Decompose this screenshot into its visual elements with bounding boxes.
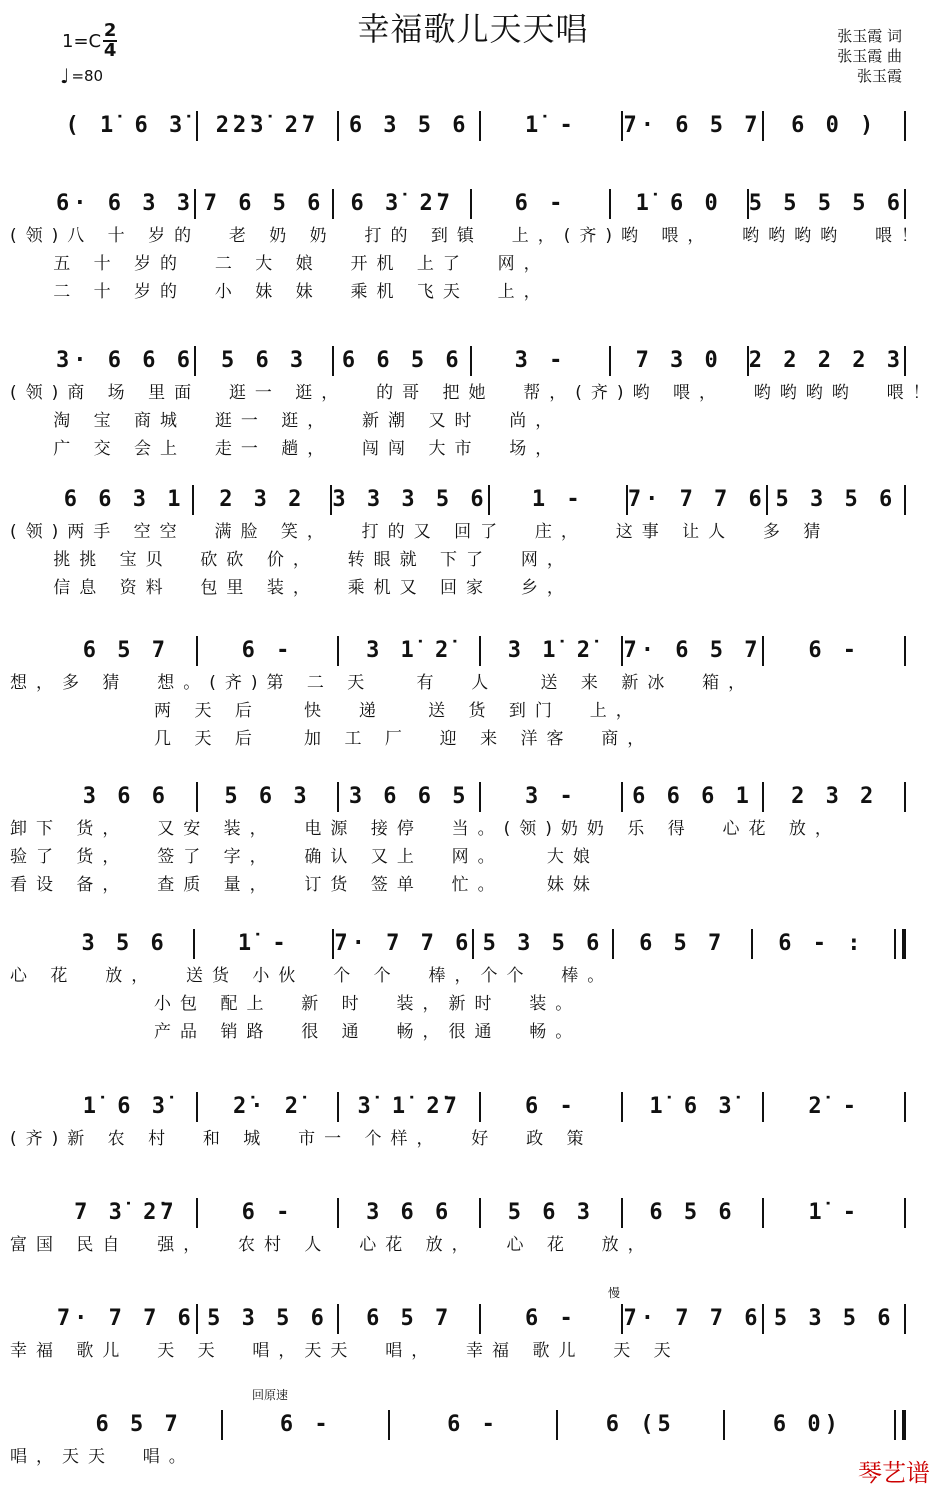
measure: 2̇· 2̇ bbox=[233, 1094, 302, 1119]
key-signature bbox=[62, 22, 117, 60]
performer: 张玉霞 bbox=[856, 67, 902, 85]
measure: 7 3̇ 2̇7 bbox=[74, 1200, 178, 1225]
measure: 3 - bbox=[524, 784, 577, 809]
measure: 2̇ - bbox=[808, 1094, 861, 1119]
measure: 6 - bbox=[241, 638, 294, 663]
measure: 6 5 7 bbox=[366, 1306, 453, 1331]
measure: 7· 7 7 6 bbox=[334, 931, 473, 956]
score-system bbox=[0, 341, 946, 459]
measure: 6 0) bbox=[772, 1412, 842, 1437]
lyric-line: 小包 配上 新 时 装，新时 装。 bbox=[10, 994, 582, 1014]
lyric-line: (领)两手 空空 满脸 笑， 打的又 回了 庄， 这事 让人 多 猜 bbox=[10, 522, 830, 542]
notation-line bbox=[56, 777, 906, 817]
lyricist: 张玉霞 词 bbox=[837, 27, 902, 45]
measure: 5 3 5 6 bbox=[482, 931, 604, 956]
lyric-line: 二 十 岁的 小 妹 妹 乘机 飞天 上， bbox=[10, 282, 550, 302]
notation-line bbox=[56, 1193, 906, 1233]
song-title: 幸福歌儿天天唱 bbox=[357, 10, 589, 48]
measure: 6 - bbox=[808, 638, 861, 663]
measure: 1̇ - bbox=[237, 931, 290, 956]
lyric-line: 几 天 后 加 工 厂 迎 来 洋客 商， bbox=[10, 729, 654, 749]
notation-line bbox=[56, 924, 906, 964]
measure: 5 5 5 5 6 bbox=[748, 191, 904, 216]
measure: 3 6 6 5 bbox=[348, 784, 470, 809]
measure: 1̇ 6 3̇ bbox=[82, 1094, 169, 1119]
score-system bbox=[0, 184, 946, 302]
measure: 3 6 6 bbox=[366, 1200, 453, 1225]
lyric-line: 挑挑 宝贝 砍砍 价， 转眼就 下了 网， bbox=[10, 550, 573, 570]
measure: 6 - bbox=[514, 191, 567, 216]
lyric-line: 广 交 会上 走一 趟， 闯闯 大市 场， bbox=[10, 439, 562, 459]
measure: 5 6 3 bbox=[224, 784, 311, 809]
measure: 6 3̇ 2̇7 bbox=[350, 191, 455, 216]
measure: 6 - bbox=[447, 1412, 499, 1437]
lyric-line: 卸下 货， 又安 装， 电源 接停 当。(领)奶奶 乐 得 心花 放， bbox=[10, 819, 841, 839]
measure: 6 5 7 bbox=[82, 638, 169, 663]
key-prefix: 1=C bbox=[62, 30, 102, 52]
bar-line bbox=[904, 636, 906, 666]
score-system bbox=[0, 1299, 946, 1361]
bar-line bbox=[904, 189, 906, 219]
measure: 6 - bbox=[524, 1306, 577, 1331]
lyric-line: 唱，天天 唱。 bbox=[10, 1447, 195, 1467]
lyric-line: (领)八 十 岁的 老 奶 奶 打的 到镇 上，(齐)哟 喂， 哟哟哟哟 喂！ bbox=[10, 226, 927, 246]
measure: 2 3 2 bbox=[791, 784, 878, 809]
measure: 6 - bbox=[524, 1094, 577, 1119]
notation-line bbox=[56, 341, 906, 381]
time-bottom: 4 bbox=[103, 40, 117, 61]
measure: 6 3 5 6 bbox=[348, 113, 470, 138]
time-signature bbox=[103, 22, 117, 60]
bar-line bbox=[894, 1410, 906, 1440]
slow-marking: 慢 bbox=[608, 1286, 621, 1300]
bar-line bbox=[904, 1092, 906, 1122]
score-system bbox=[0, 631, 946, 749]
lyric-line: 两 天 后 快 递 送 货 到门 上， bbox=[10, 701, 642, 721]
measure: 5 6 3 bbox=[507, 1200, 594, 1225]
measure: 6 5 7 bbox=[639, 931, 726, 956]
measure: 1̇ 6 3̇ bbox=[649, 1094, 736, 1119]
measure: 6 6 6 1 bbox=[632, 784, 753, 809]
notation-line bbox=[56, 1405, 906, 1445]
bar-line bbox=[904, 1198, 906, 1228]
measure: 1̇ - bbox=[808, 1200, 861, 1225]
measure: 6 6 3 1 bbox=[63, 487, 185, 512]
measure: 2̇2̇3̇ 2̇7 bbox=[215, 113, 320, 138]
a-tempo-marking: 回原速 bbox=[252, 1388, 289, 1402]
measure: 2 2 2 2 3 bbox=[748, 348, 904, 373]
measure: 6· 6 3 3 bbox=[56, 191, 194, 216]
score-system bbox=[0, 1405, 946, 1467]
lyric-line: (领)商 场 里面 逛一 逛， 的哥 把她 帮，(齐)哟 喂， 哟哟哟哟 喂！ bbox=[10, 383, 939, 403]
lyric-line: 富国 民自 强， 农村 人 心花 放， 心 花 放， bbox=[10, 1235, 654, 1255]
lyric-line: 产品 销路 很 通 畅，很通 畅。 bbox=[10, 1022, 582, 1042]
notation-line bbox=[56, 106, 906, 146]
bar-line bbox=[904, 111, 906, 141]
measure: 3 5 6 bbox=[81, 931, 168, 956]
bar-line bbox=[904, 346, 906, 376]
notation-line bbox=[56, 1087, 906, 1127]
measure: 6 (5 bbox=[605, 1412, 675, 1437]
lyric-line: 验了 货， 签了 字， 确认 又上 网。 大娘 bbox=[10, 847, 599, 867]
bar-line bbox=[894, 929, 906, 959]
measure: 2 3 2 bbox=[219, 487, 306, 512]
measure: 3̇ 1̇ 2̇7 bbox=[357, 1094, 461, 1119]
score-system bbox=[0, 480, 946, 598]
measure: 1̇ - bbox=[524, 113, 577, 138]
bar-line bbox=[904, 485, 906, 515]
measure: 5 6 3 bbox=[220, 348, 308, 373]
measure: 1̇ 6 0 bbox=[635, 191, 722, 216]
measure: 1 - bbox=[531, 487, 584, 512]
lyric-line: 心 花 放， 送货 小伙 个 个 棒，个个 棒。 bbox=[10, 966, 614, 986]
notation-line bbox=[56, 631, 906, 671]
site-logo: 琴艺谱 bbox=[858, 1459, 930, 1487]
measure: 7· 7 7 6 bbox=[623, 1306, 762, 1331]
lyric-line: 想，多 猜 想。(齐)第 二 天 有 人 送 来 新冰 箱， bbox=[10, 673, 755, 693]
measure: 5 3 5 6 bbox=[207, 1306, 328, 1331]
lyric-line: 看设 备， 查质 量， 订货 签单 忙。 妹妹 bbox=[10, 875, 599, 895]
measure: 7· 7 7 6 bbox=[627, 487, 766, 512]
tempo-value: =80 bbox=[71, 67, 104, 85]
measure: 3 - bbox=[514, 348, 567, 373]
measure: 5 3 5 6 bbox=[773, 1306, 895, 1331]
measure: ( 1̇ 6 3̇ bbox=[65, 113, 187, 138]
measure: 6 6 5 6 bbox=[341, 348, 463, 373]
measure: 6 5 7 bbox=[95, 1412, 182, 1437]
score-system bbox=[0, 924, 946, 1042]
score-system bbox=[0, 106, 946, 146]
measure: 5 3 5 6 bbox=[775, 487, 897, 512]
credits bbox=[837, 26, 902, 86]
tempo-marking bbox=[60, 64, 103, 88]
quarter-note-icon: ♩ bbox=[60, 64, 70, 88]
lyric-line: 淘 宝 商城 逛一 逛， 新潮 又时 尚， bbox=[10, 411, 562, 431]
notation-line bbox=[56, 480, 906, 520]
measure: 6 5 6 bbox=[649, 1200, 736, 1225]
lyric-line: 信息 资料 包里 装， 乘机又 回家 乡， bbox=[10, 578, 573, 598]
lyric-line: 幸福 歌儿 天 天 唱，天天 唱， 幸福 歌儿 天 天 bbox=[10, 1341, 680, 1361]
bar-line bbox=[904, 782, 906, 812]
measure: 6 - bbox=[241, 1200, 294, 1225]
measure: 3 1̇ 2̇ bbox=[366, 638, 453, 663]
measure: 7· 6 5 7 bbox=[623, 113, 762, 138]
lyric-line: (齐)新 农 村 和 城 市一 个样， 好 政 策 bbox=[10, 1129, 593, 1149]
measure: 7 6 5 6 bbox=[203, 191, 325, 216]
score-system bbox=[0, 1087, 946, 1149]
measure: 3 1̇ 2̇ bbox=[507, 638, 594, 663]
measure: 3 3 3 5 6 bbox=[332, 487, 488, 512]
measure: 7· 7 7 6 bbox=[56, 1306, 195, 1331]
time-top: 2 bbox=[103, 20, 117, 41]
lyric-line: 五 十 岁的 二 大 娘 开机 上了 网， bbox=[10, 254, 550, 274]
measure: 6 - : bbox=[778, 931, 865, 956]
measure: 6 - bbox=[279, 1412, 332, 1437]
measure: 7 3 0 bbox=[635, 348, 722, 373]
measure: 7· 6 5 7 bbox=[623, 638, 762, 663]
notation-line bbox=[56, 1299, 906, 1339]
measure: 3· 6 6 6 bbox=[56, 348, 194, 373]
measure: 3 6 6 bbox=[82, 784, 169, 809]
measure: 6 0 ) bbox=[791, 113, 878, 138]
score-system bbox=[0, 1193, 946, 1255]
composer: 张玉霞 曲 bbox=[837, 47, 902, 65]
bar-line bbox=[904, 1304, 906, 1334]
score-system bbox=[0, 777, 946, 895]
notation-line bbox=[56, 184, 906, 224]
